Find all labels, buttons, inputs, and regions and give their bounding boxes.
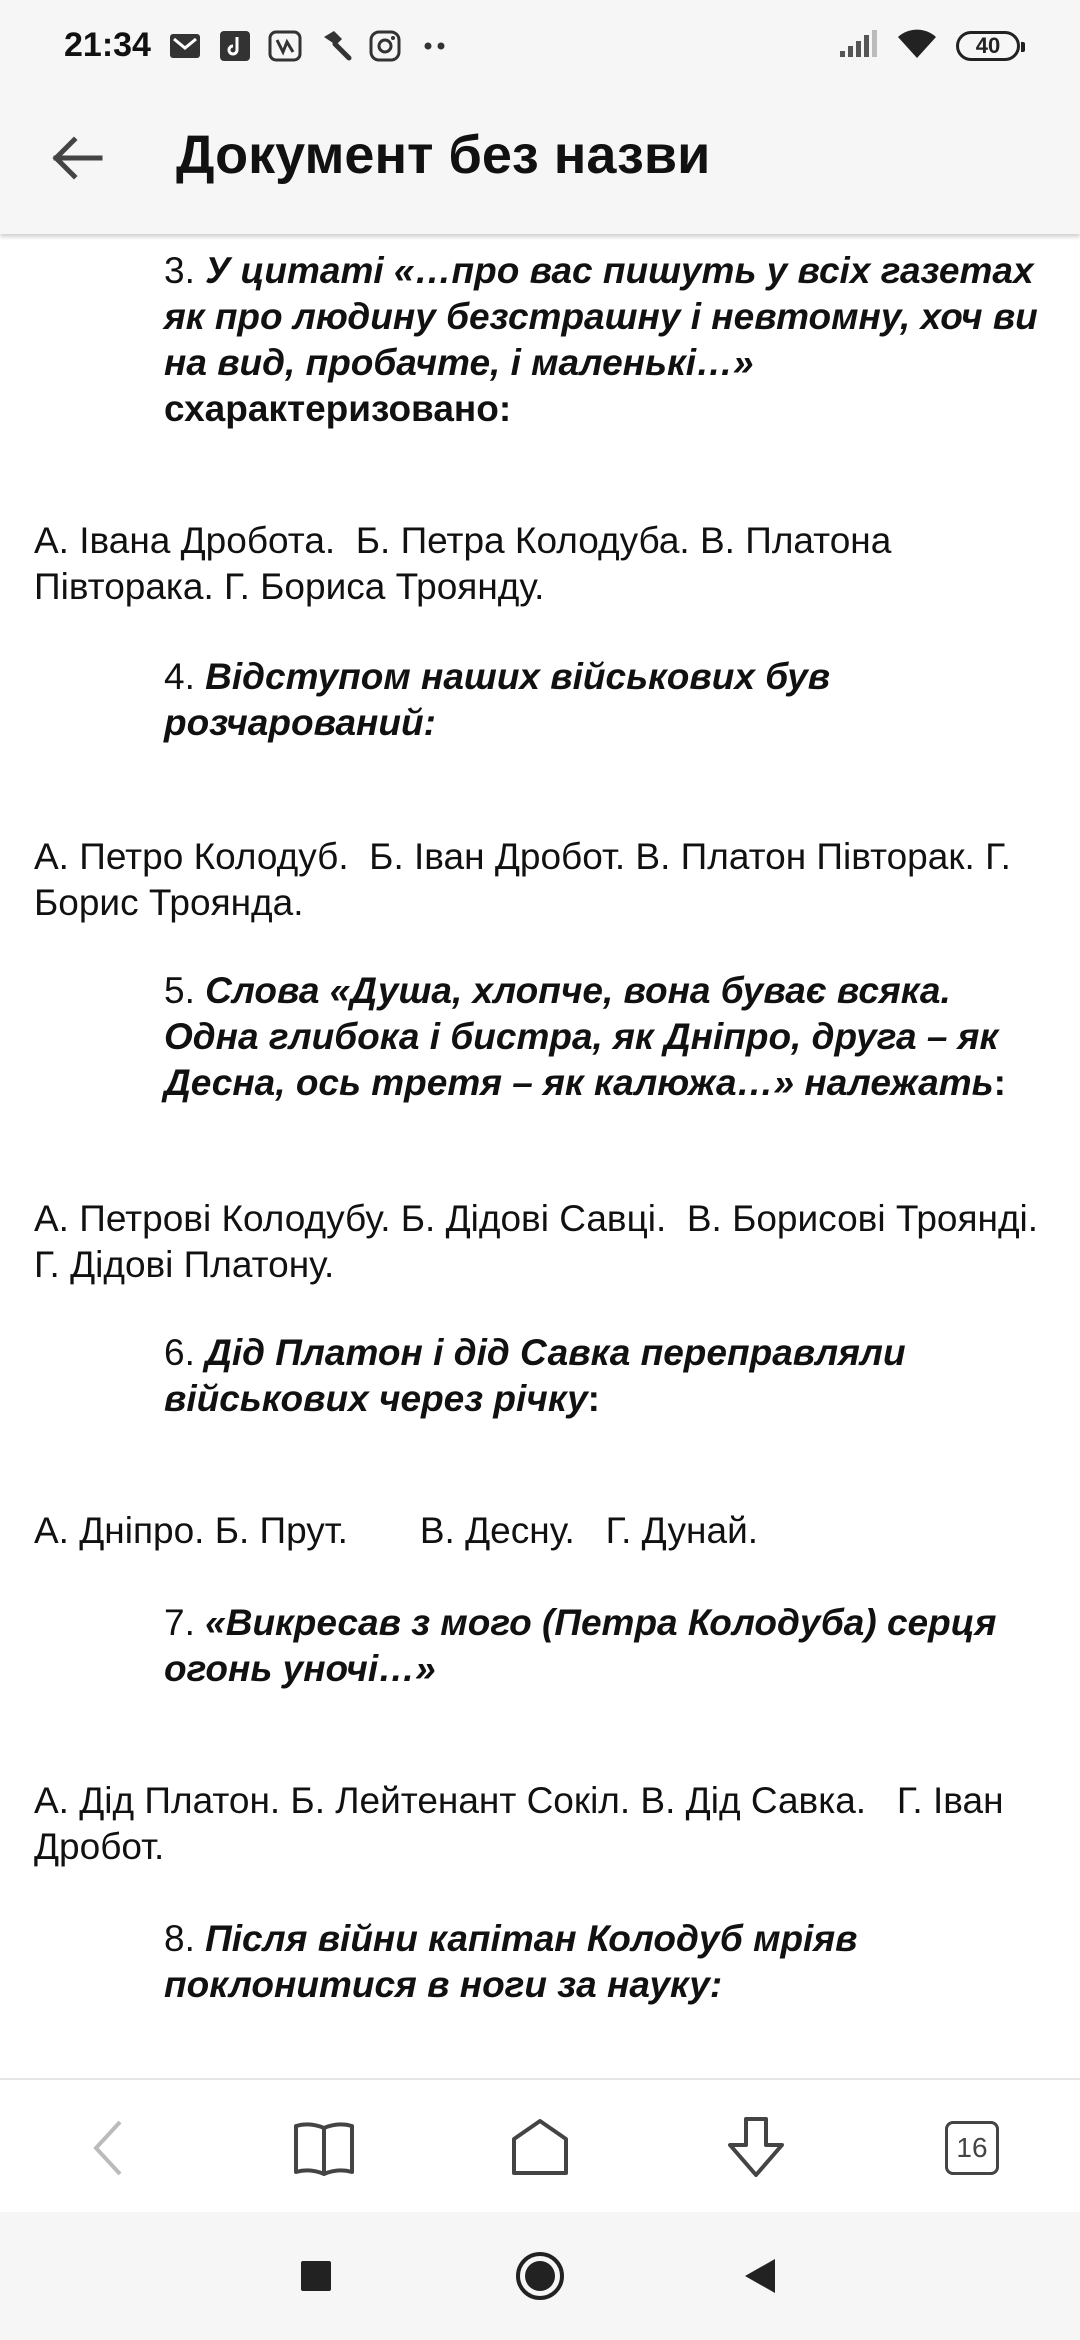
answer-3: А. Івана Дробота. Б. Петра Колодуба. В. Платона Півторака. Г. Бориса Троянду. xyxy=(34,520,902,607)
question-tail: схарактеризовано: xyxy=(164,388,512,429)
question-text: У цитаті «…про вас пишуть у всіх газетах як про людину безстрашну і невтомну, хоч ви на вид, пробачте, і маленькі…» xyxy=(164,250,1038,383)
mail-icon xyxy=(168,29,202,63)
recents-button[interactable] xyxy=(278,2238,354,2314)
tiktok-icon xyxy=(218,29,252,63)
instagram-icon xyxy=(368,29,402,63)
question-4 xyxy=(164,654,1054,746)
reading-mode-button[interactable] xyxy=(284,2108,364,2188)
wifi-icon xyxy=(896,28,938,65)
system-home-button[interactable] xyxy=(502,2238,578,2314)
question-text: Слова «Душа, хлопче, вона буває всяка. Одна глибока і бистра, як Дніпро, друга – як Десна, ось третя – як калюжа…» належать xyxy=(164,970,999,1103)
question-text: Після війни капітан Колодуб мріяв поклонитися в ноги за науку: xyxy=(164,1918,858,2005)
home-icon xyxy=(508,2117,572,2179)
book-icon xyxy=(292,2120,356,2176)
arrow-left-icon xyxy=(52,136,104,180)
bottom-toolbar xyxy=(0,2078,1080,2214)
document-content[interactable] xyxy=(0,234,1080,2078)
answer-6: А. Дніпро. Б. Прут. В. Десну. Г. Дунай. xyxy=(34,1510,759,1551)
notification-icons xyxy=(168,26,452,66)
circle-home-icon xyxy=(514,2250,566,2302)
chevron-left-icon xyxy=(88,2118,128,2178)
signal-icon xyxy=(838,29,878,64)
status-bar xyxy=(0,0,1080,80)
question-text: Дід Платон і дід Савка переправляли військових через річку xyxy=(164,1332,906,1419)
back-button[interactable] xyxy=(40,120,116,196)
question-7 xyxy=(164,1600,1054,1692)
tabs-button[interactable] xyxy=(932,2108,1012,2188)
system-nav-bar xyxy=(0,2212,1080,2340)
question-number: 3. xyxy=(164,250,206,291)
more-dots-icon xyxy=(418,29,452,63)
question-text: Відступом наших військових був розчарований: xyxy=(164,656,831,743)
answer-7: А. Дід Платон. Б. Лейтенант Сокіл. В. Дід Савка. Г. Іван Дробот. xyxy=(34,1780,1014,1867)
answer-5: А. Петрові Колодубу. Б. Дідові Савці. В. Борисові Троянді. Г. Дідові Платону. xyxy=(34,1198,1049,1285)
app-bar xyxy=(0,80,1080,234)
question-tail: : xyxy=(587,1378,600,1419)
status-right xyxy=(838,24,1020,68)
question-tail: : xyxy=(993,1062,1006,1103)
battery-indicator: 40 xyxy=(956,31,1020,61)
question-5 xyxy=(164,968,1054,1106)
square-icon xyxy=(299,2259,333,2293)
question-8 xyxy=(164,1916,1054,2008)
triangle-back-icon xyxy=(743,2257,777,2295)
hammer-icon xyxy=(318,29,352,63)
answer-4: А. Петро Колодуб. Б. Іван Дробот. В. Платон Півторак. Г. Борис Троянда. xyxy=(34,836,1022,923)
question-number: 4. xyxy=(164,656,206,697)
question-number: 8. xyxy=(164,1918,206,1959)
question-6 xyxy=(164,1330,1054,1422)
home-button[interactable] xyxy=(500,2108,580,2188)
system-back-button[interactable] xyxy=(722,2238,798,2314)
question-number: 6. xyxy=(164,1332,206,1373)
download-button[interactable] xyxy=(716,2108,796,2188)
question-number: 7. xyxy=(164,1602,206,1643)
question-text: «Викресав з мого (Петра Колодуба) серця огонь уночі…» xyxy=(164,1602,997,1689)
tabs-count: 16 xyxy=(945,2121,999,2175)
browser-back-button[interactable] xyxy=(68,2108,148,2188)
vpn-icon xyxy=(268,29,302,63)
question-number: 5. xyxy=(164,970,206,1011)
page-title: Документ без назви xyxy=(176,125,711,185)
download-icon xyxy=(724,2115,788,2181)
question-3 xyxy=(164,248,1054,432)
status-time: 21:34 xyxy=(64,26,151,64)
